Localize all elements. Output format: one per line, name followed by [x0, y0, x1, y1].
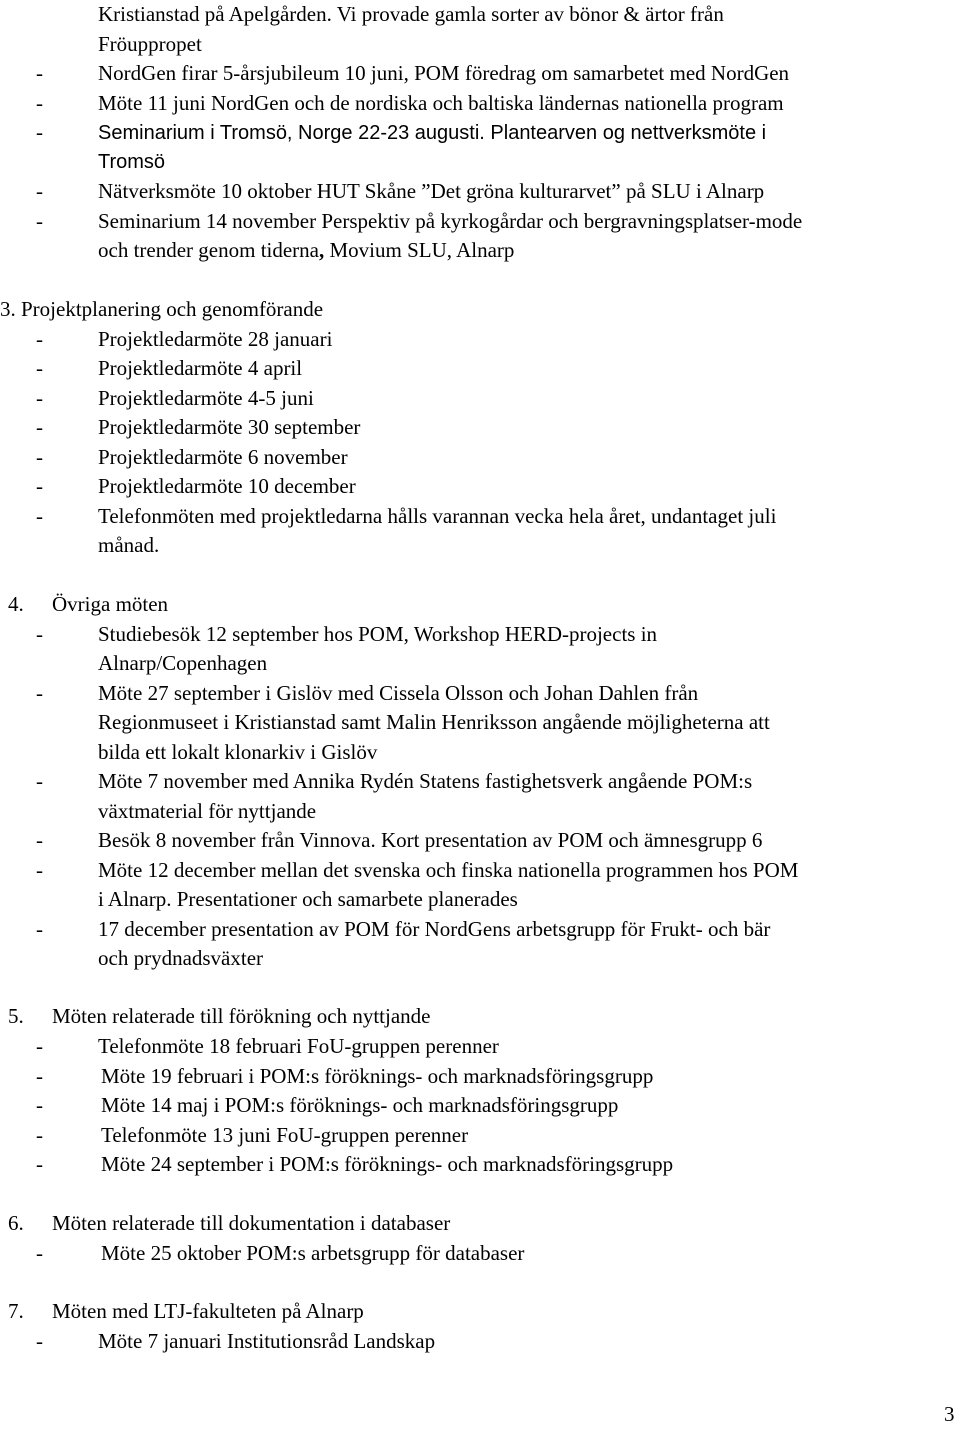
list-item-text: Projektledarmöte 4 april: [98, 356, 303, 380]
list-item-text: Nätverksmöte 10 oktober HUT Skåne ”Det gröna kulturarvet” på SLU i Alnarp: [98, 179, 765, 203]
bullet-dash: -: [36, 474, 43, 498]
bullet-dash: -: [36, 1240, 43, 1265]
text-line: [0, 148, 960, 178]
bullet-dash: -: [36, 61, 43, 85]
text-line: [0, 649, 960, 679]
list-item-text: Telefonmöte 13 juni FoU-gruppen perenner: [101, 1122, 469, 1147]
bullet-dash: -: [36, 1328, 43, 1353]
section-title: Övriga möten: [52, 592, 169, 616]
text-line: [0, 708, 960, 738]
list-item-text: Möte 7 november med Annika Rydén Statens fastighetsverk angående POM:s: [98, 769, 753, 793]
section-number: 4.: [8, 592, 24, 616]
bullet-dash: -: [36, 1063, 43, 1088]
list-item: [0, 620, 960, 650]
text-line: [0, 236, 960, 266]
section-title: Möten relaterade till förökning och nyttjande: [52, 1004, 431, 1028]
list-item: [0, 89, 960, 119]
list-item-text: Möte 24 september i POM:s föröknings- och marknadsföringsgrupp: [101, 1152, 674, 1176]
section-title: Projektplanering och genomförande: [21, 297, 324, 321]
list-item-text: 17 december presentation av POM för NordGens arbetsgrupp för Frukt- och bär: [98, 916, 771, 941]
list-item-text: Möte 27 september i Gislöv med Cissela Olsson och Johan Dahlen från: [98, 680, 699, 705]
list-item-text: och prydnadsväxter: [98, 946, 264, 970]
list-item: [0, 1032, 960, 1062]
bullet-dash: -: [36, 1034, 43, 1058]
list-item-text: månad.: [98, 533, 160, 557]
list-item-text: Seminarium 14 november Perspektiv på kyrkogårdar och bergravningsplatser-mode: [98, 208, 803, 233]
page-number: 3: [944, 1402, 955, 1426]
list-item-text: Telefonmöte 18 februari FoU-gruppen perenner: [98, 1034, 499, 1058]
list-item: [0, 177, 960, 207]
list-item-text: Projektledarmöte 4-5 juni: [98, 385, 314, 410]
section-heading: [0, 1297, 960, 1327]
list-item: [0, 413, 960, 443]
list-item: [0, 915, 960, 945]
bullet-dash: -: [36, 503, 43, 528]
list-item-text: Projektledarmöte 6 november: [98, 444, 348, 469]
bullet-dash: -: [36, 828, 43, 852]
text-line: [0, 531, 960, 561]
list-item-text: Projektledarmöte 30 september: [98, 415, 361, 439]
bullet-dash: -: [36, 415, 43, 439]
section-heading: [0, 295, 960, 325]
list-item-text: Seminarium i Tromsö, Norge 22-23 augusti.: [98, 122, 491, 144]
list-item-text: Studiebesök 12 september hos POM, Workshop HERD-projects in: [98, 621, 658, 646]
list-item-text: Plantearven og nettverksmöte i: [490, 122, 767, 144]
continuation-text: Kristianstad på Apelgården.: [98, 2, 337, 26]
bullet-dash: -: [36, 120, 43, 144]
list-item-text: Movium SLU, Alnarp: [324, 238, 515, 262]
section-number: 6.: [8, 1211, 24, 1235]
bullet-dash: -: [36, 1152, 43, 1176]
list-item-text: växtmaterial för nyttjande: [98, 798, 317, 823]
text-line: [0, 885, 960, 915]
list-item: [0, 679, 960, 709]
list-item-text: Möte 12 december mellan det svenska och finska nationella programmen hos POM: [98, 857, 799, 882]
section-number: 7.: [8, 1299, 24, 1323]
text-line: [0, 944, 960, 974]
bullet-dash: -: [36, 621, 43, 646]
list-item: [0, 856, 960, 886]
section-heading: [0, 590, 960, 620]
text-line: [0, 797, 960, 827]
list-item: [0, 1150, 960, 1180]
section-heading: [0, 1209, 960, 1239]
bullet-dash: -: [36, 857, 43, 882]
list-item: [0, 118, 960, 148]
list-item-text: Möte 25 oktober POM:s arbetsgrupp för databaser: [101, 1240, 525, 1265]
continuation-text: Fröuppropet: [98, 31, 202, 56]
bullet-dash: -: [36, 326, 43, 351]
section-number: 3.: [0, 297, 16, 321]
list-item-text: Möte 19 februari i POM:s föröknings- och marknadsföringsgrupp: [101, 1063, 654, 1088]
bullet-dash: -: [36, 1093, 43, 1117]
bullet-dash: -: [36, 1122, 43, 1147]
list-item-text: Möte 11 juni NordGen och de nordiska och baltiska ländernas nationella program: [98, 90, 784, 115]
list-item-text: ,: [319, 238, 325, 262]
section-heading: [0, 1002, 960, 1032]
list-item-text: Besök 8 november från Vinnova. Kort presentation av POM och ämnesgrupp 6: [98, 828, 763, 852]
bullet-dash: -: [36, 444, 43, 469]
list-item: [0, 472, 960, 502]
list-item-text: bilda ett lokalt klonarkiv i Gislöv: [98, 739, 378, 764]
bullet-dash: -: [36, 356, 43, 380]
bullet-dash: -: [36, 916, 43, 941]
section-title: Möten relaterade till dokumentation i databaser: [52, 1211, 451, 1235]
list-item-text: Möte 7 januari Institutionsråd Landskap: [98, 1328, 436, 1353]
bullet-dash: -: [36, 769, 43, 793]
list-item-text: Projektledarmöte 28 januari: [98, 326, 333, 351]
list-item: [0, 354, 960, 384]
list-item: [0, 826, 960, 856]
list-item: [0, 1327, 960, 1357]
list-item: [0, 443, 960, 473]
bullet-dash: -: [36, 179, 43, 203]
list-item: [0, 325, 960, 355]
list-item-text: i Alnarp. Presentationer och samarbete planerades: [98, 887, 518, 911]
list-item: [0, 767, 960, 797]
list-item: [0, 502, 960, 532]
list-item: [0, 1091, 960, 1121]
bullet-dash: -: [36, 680, 43, 705]
list-item-text: NordGen firar 5-årsjubileum 10 juni, POM föredrag om samarbetet med NordGen: [98, 61, 790, 85]
list-item-text: Möte 14 maj i POM:s föröknings- och marknadsföringsgrupp: [101, 1093, 619, 1117]
bullet-dash: -: [36, 208, 43, 233]
list-item-text: Telefonmöten med projektledarna hålls varannan vecka hela året, undantaget juli: [98, 503, 777, 528]
section-number: 5.: [8, 1004, 24, 1028]
text-line: [0, 30, 960, 60]
section-title: Möten med LTJ-fakulteten på Alnarp: [52, 1299, 364, 1323]
text-line: [0, 0, 960, 30]
list-item: [0, 1121, 960, 1151]
bullet-dash: -: [36, 90, 43, 115]
list-item: [0, 1239, 960, 1269]
list-item-text: Regionmuseet i Kristianstad samt Malin Henriksson angående möjligheterna att: [98, 710, 770, 734]
list-item: [0, 207, 960, 237]
continuation-text: Vi provade gamla sorter av bönor & ärtor från: [336, 2, 724, 26]
list-item-text: Tromsö: [98, 150, 166, 173]
text-line: [0, 738, 960, 768]
list-item-text: Projektledarmöte 10 december: [98, 474, 356, 498]
list-item-text: och trender genom tiderna: [98, 238, 319, 262]
list-item-text: Alnarp/Copenhagen: [98, 651, 268, 675]
bullet-dash: -: [36, 385, 43, 410]
list-item: [0, 1062, 960, 1092]
list-item: [0, 384, 960, 414]
list-item: [0, 59, 960, 89]
